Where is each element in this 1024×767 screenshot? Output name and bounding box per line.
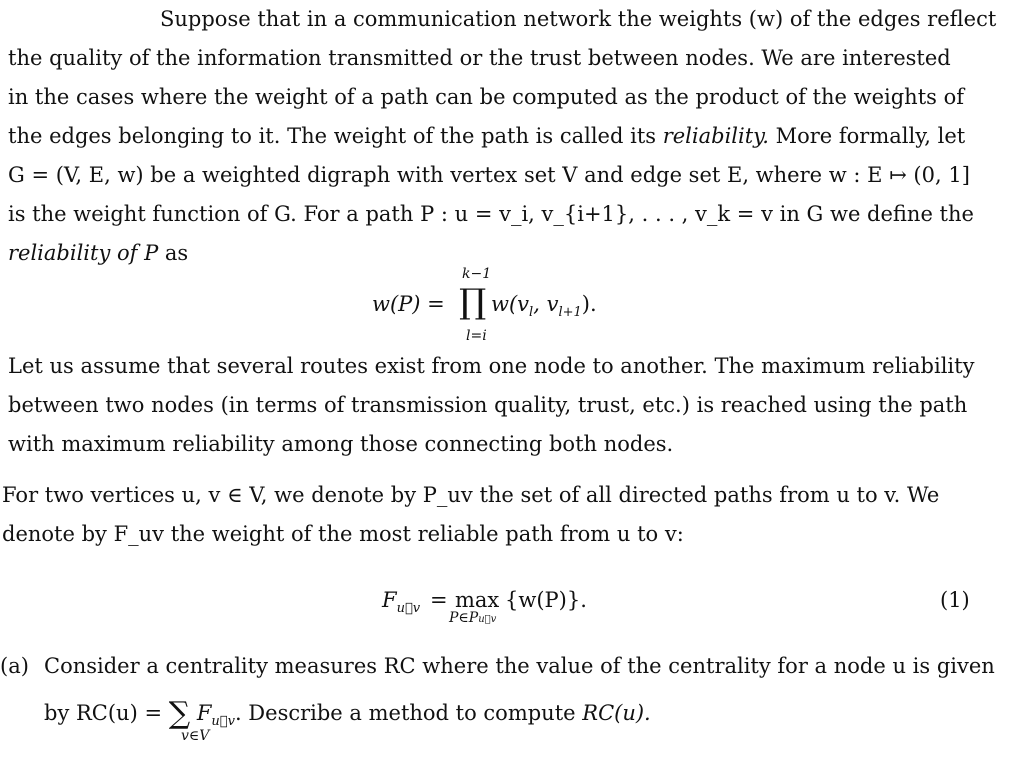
p1-line7-italic: reliability of P [8, 241, 159, 265]
p1-line3: in the cases where the weight of a path can be computed as the product of the weights of [8, 85, 965, 109]
eq1-body-a: w(v [491, 292, 530, 316]
p1-line4 [8, 126, 965, 147]
p1-line7 [8, 243, 188, 264]
equation-number: (1) [940, 588, 970, 612]
p2-line3: with maximum reliability among those connecting both nodes. [8, 432, 674, 456]
p1-line6: is the weight function of G. For a path P : u = v_i, v_{i+1}, . . . , v_k = v in G we define the [8, 202, 974, 226]
eq2-equals: = [430, 588, 448, 612]
p2-line1: Let us assume that several routes exist from one node to another. The maximum reliability [8, 354, 975, 378]
eq2-lhs-sub: u⃗v [396, 601, 421, 616]
eq2-max-sub-b: u⃗v [478, 614, 497, 625]
p1-line1: Suppose that in a communication network the weights (w) of the edges reflect [160, 7, 997, 31]
product-operator: ∏ [459, 282, 487, 322]
question-a-line2 [44, 696, 651, 731]
eq2-lhs [382, 588, 421, 616]
eq2-lhs-f: F [382, 588, 397, 612]
eq1-body-mid: , v [533, 292, 559, 316]
eq2-body: {w(P)}. [505, 588, 587, 612]
qa-l2-sub: u⃗v [211, 714, 235, 729]
qa-l2-f: F [196, 701, 212, 725]
eq2-max-sub [449, 610, 496, 626]
qa-l2-a: by RC(u) = [44, 701, 163, 725]
sum-subscript: v∈V [181, 728, 210, 744]
p2-line2: between two nodes (in terms of transmission quality, trust, etc.) is reached using the path [8, 393, 968, 417]
eq1-lhs: w(P) = [372, 292, 445, 316]
p3-line2: denote by F_uv the weight of the most reliable path from u to v: [2, 522, 684, 546]
eq1-upper-limit: k−1 [462, 266, 492, 282]
p1-line2: the quality of the information transmitted or the trust between nodes. We are interested [8, 46, 951, 70]
eq1-sub1: l [529, 305, 534, 320]
eq1-body [491, 292, 597, 320]
p1-line4-c: More formally, let [768, 124, 966, 148]
p1-line4-a: the edges belonging to it. The weight of the path is called its [8, 124, 663, 148]
eq1-tail: ). [581, 292, 597, 316]
max-operator: max [455, 588, 500, 612]
p3-line1: For two vertices u, v ∈ V, we denote by P_uv the set of all directed paths from u to v. We [2, 483, 940, 507]
question-a-label: (a) [0, 654, 29, 678]
p1-line7-b: as [158, 241, 189, 265]
p1-line5: G = (V, E, w) be a weighted digraph with vertex set V and edge set E, where w : E ↦ (0, 1] [8, 163, 970, 187]
eq1-lower-limit: l=i [466, 328, 487, 344]
p1-line4-italic: reliability. [662, 124, 769, 148]
qa-l2-d: RC(u). [582, 701, 651, 725]
question-a-line1: Consider a centrality measures RC where the value of the centrality for a node u is given [44, 654, 995, 678]
eq1-sub2: l+1 [558, 305, 582, 320]
eq2-max-sub-a: P∈P [449, 610, 479, 626]
qa-l2-c: . Describe a method to compute [234, 701, 583, 725]
sum-operator: ∑ [168, 696, 191, 731]
